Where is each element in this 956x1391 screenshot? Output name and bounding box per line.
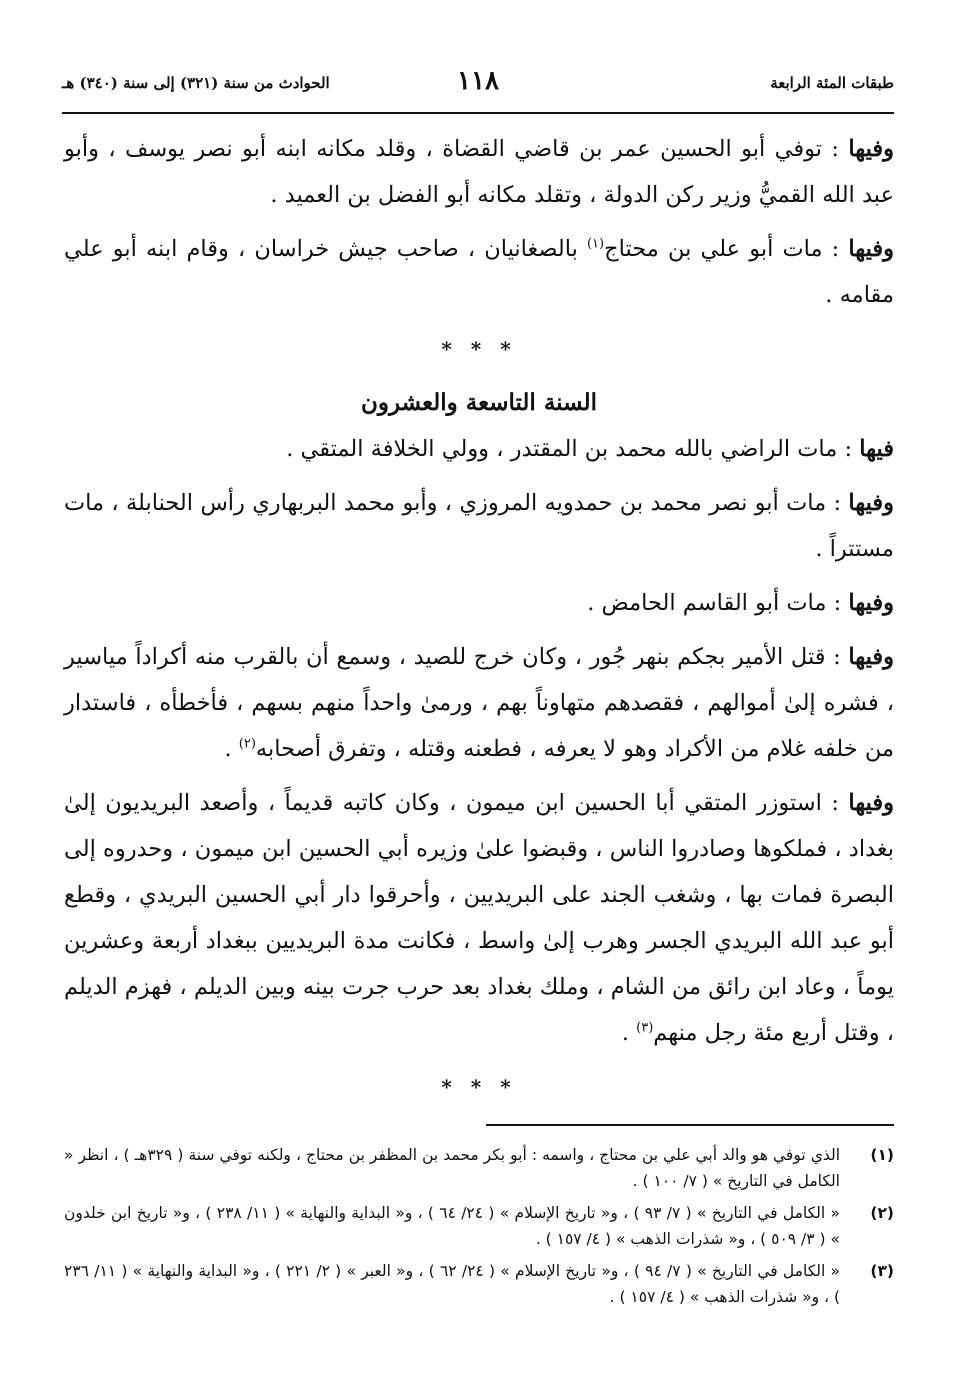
paragraph-lead: فيها — [859, 436, 894, 462]
paragraph-text: : قتل الأمير بجكم بنهر جُور ، وكان خرج للصيد ، وسمع أن بالقرب منه أكراداً مياسير ، فشره إلىٰ أموالهم ، فقصدهم متهاوناً بهم ، ورمىٰ واحداً منهم بسهم ، فأخطأه ، فاستدار من خلفه غلام من الأكراد وهو لا يعرفه ، فطعنه وقتله ، وتفرق أصحابه — [64, 644, 894, 762]
paragraph-text: : استوزر المتقي أبا الحسين ابن ميمون ، وكان كاتبه قديماً ، وأصعد البريديون إلىٰ بغداد ، فملكوها وصادروا الناس ، وقبضوا علىٰ وزيره أبي الحسين ابن ميمون ، وحدروه إلى البصرة فمات بها ، وشغب الجند على البريديين ، وأحرقوا دار أبي الحسين البريدي ، وقطع أبو عبد الله البريدي الجسر وهرب إلىٰ واسط ، فكانت مدة البريديين ببغداد أربعة وعشرين يوماً ، وعاد ابن رائق من الشام ، وملك بغداد بعد حرب جرت بينه وبين الديلم ، فهزم الديلم ، وقتل أربع مئة رجل منهم — [64, 790, 894, 1046]
footnote-text: الذي توفي هو والد أبي علي بن محتاج ، واسمه : أبو بكر محمد بن المظفر بن محتاج ، ولكنه توفي سنة ( ٣٢٩هـ ) ، انظر « الكامل في التاريخ » ( ٧/ ١٠٠ ) . — [64, 1146, 841, 1190]
footnote-number: (١) — [870, 1146, 894, 1164]
paragraph-lead: وفيها — [848, 790, 894, 816]
paragraph — [64, 126, 894, 218]
footnote — [64, 1258, 894, 1310]
footnote-number: (٣) — [870, 1262, 894, 1280]
footnote — [64, 1200, 894, 1252]
section-range: الحوادث من سنة (٣٢١) إلى سنة (٣٤٠) هـ — [62, 74, 330, 92]
paragraph-text: : مات أبو القاسم الحامض . — [587, 590, 849, 616]
footnote — [64, 1142, 894, 1194]
paragraph-lead: وفيها — [848, 136, 894, 162]
running-header — [62, 66, 894, 114]
paragraph-lead: وفيها — [848, 644, 894, 670]
footnote-text: « الكامل في التاريخ » ( ٧/ ٩٣ ) ، و« تاريخ الإسلام » ( ٢٤/ ٦٤ ) ، و« البداية والنهاية » ( ١١/ ٢٣٨ ) ، و« تاريخ ابن خلدون » ( ٣/ ٥٠٩ ) ، و« شذرات الذهب » ( ٤/ ١٥٧ ) . — [64, 1204, 840, 1248]
paragraph-lead: وفيها — [848, 490, 894, 516]
footnote-number: (٢) — [870, 1204, 894, 1222]
paragraph-text: : توفي أبو الحسين عمر بن قاضي القضاة ، وقلد مكانه ابنه أبو نصر يوسف ، وأبو عبد الله القميُّ وزير ركن الدولة ، وتقلد مكانه أبو الفضل بن العميد . — [64, 136, 894, 208]
paragraph — [64, 226, 894, 318]
footnotes — [64, 1142, 894, 1316]
page-number: ١١٨ — [457, 66, 499, 96]
section-title: السنة التاسعة والعشرون — [360, 389, 598, 416]
footnote-ref[interactable]: (٣) — [636, 1020, 654, 1036]
paragraph-lead: وفيها — [848, 236, 894, 262]
paragraph — [64, 580, 894, 626]
paragraph — [64, 780, 894, 1056]
footnote-ref[interactable]: (٢) — [238, 736, 256, 752]
paragraph — [64, 426, 894, 472]
footnote-text: « الكامل في التاريخ » ( ٧/ ٩٤ ) ، و« تاريخ الإسلام » ( ٢٤/ ٦٢ ) ، و« العبر » ( ٢/ ٢٢١ ) ، و« البداية والنهاية » ( ١١/ ٢٣٦ ) ، و« شذرات الذهب » ( ٤/ ١٥٧ ) . — [64, 1262, 841, 1306]
paragraph-text: : مات الراضي بالله محمد بن المقتدر ، وولي الخلافة المتقي . — [286, 436, 860, 462]
paragraph-text: بالصغانيان ، صاحب جيش خراسان ، وقام ابنه أبو علي مقامه . — [64, 236, 894, 308]
main-text — [64, 126, 894, 1118]
paragraph-lead: وفيها — [848, 590, 894, 616]
paragraph-text: . — [224, 736, 239, 762]
paragraph — [64, 480, 894, 572]
footnote-ref[interactable]: (١) — [586, 236, 605, 252]
separator: * * * — [441, 337, 517, 361]
paragraph — [64, 634, 894, 772]
footnote-rule — [486, 1124, 894, 1126]
paragraph-text: : مات أبو علي بن محتاج — [604, 236, 849, 262]
paragraph-text: . — [621, 1020, 637, 1046]
paragraph-text: : مات أبو نصر محمد بن حمدويه المروزي ، وأبو محمد البربهاري رأس الحنابلة ، مات مستتراً . — [64, 490, 894, 562]
separator: * * * — [441, 1075, 517, 1099]
book-title: طبقات المئة الرابعة — [770, 74, 894, 92]
